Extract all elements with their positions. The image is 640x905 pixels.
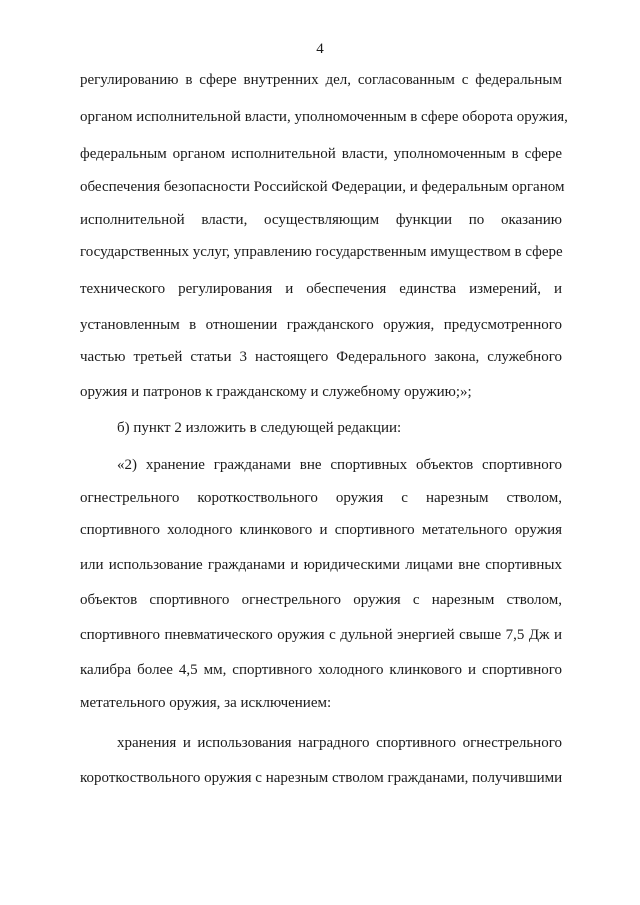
text-line-1: регулированию в сфере внутренних дел, согласованным с федеральным [80, 72, 562, 88]
text-line-7: технического регулирования и обеспечения единства измерений, и [80, 281, 562, 297]
text-line-8: установленным в отношении гражданского оружия, предусмотренного [80, 317, 562, 333]
text-line-21: короткоствольного оружия с нарезным стволом гражданами, получившими [80, 770, 563, 786]
text-line-4: обеспечения безопасности Российской Федерации, и федеральным органом [80, 179, 565, 195]
text-line-15: или использование гражданами и юридическими лицами вне спортивных [80, 557, 562, 573]
text-line-16: объектов спортивного огнестрельного оружия с нарезным стволом, [80, 592, 562, 608]
paragraph-b-heading: б) пункт 2 изложить в следующей редакции: [117, 420, 402, 436]
text-line-20: хранения и использования наградного спортивного огнестрельного [117, 735, 562, 751]
page-number: 4 [316, 41, 324, 57]
text-line-2: органом исполнительной власти, уполномоченным в сфере оборота оружия, [80, 109, 568, 125]
text-line-13: огнестрельного короткоствольного оружия с нарезным стволом, [80, 490, 562, 506]
text-line-18: калибра более 4,5 мм, спортивного холодного клинкового и спортивного [80, 662, 562, 678]
text-line-10: оружия и патронов к гражданскому и служебному оружию;»; [80, 384, 472, 400]
text-line-12: «2) хранение гражданами вне спортивных объектов спортивного [117, 457, 562, 473]
text-line-19: метательного оружия, за исключением: [80, 695, 332, 711]
text-line-5: исполнительной власти, осуществляющим функции по оказанию [80, 212, 562, 228]
text-line-3: федеральным органом исполнительной власти, уполномоченным в сфере [80, 146, 562, 162]
text-line-6: государственных услуг, управлению государственным имуществом в сфере [80, 244, 563, 260]
text-line-17: спортивного пневматического оружия с дульной энергией свыше 7,5 Дж и [80, 627, 562, 643]
text-line-14: спортивного холодного клинкового и спортивного метательного оружия [80, 522, 562, 538]
text-line-9: частью третьей статьи 3 настоящего Федерального закона, служебного [80, 349, 562, 365]
